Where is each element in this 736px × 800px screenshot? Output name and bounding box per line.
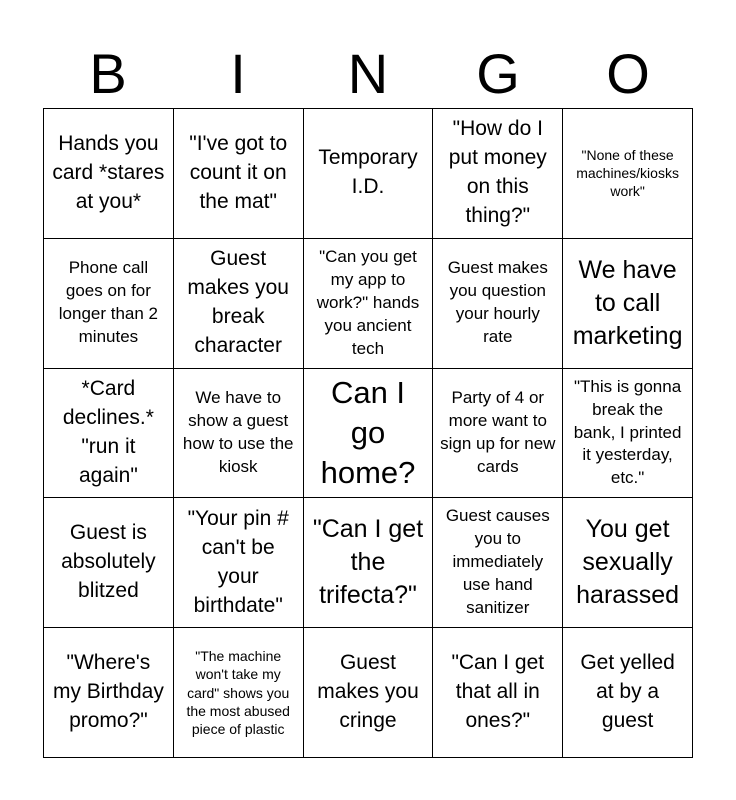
bingo-cell-r2-c4[interactable]: Guest makes you question your hourly rate (433, 239, 563, 369)
bingo-cell-r1-c3[interactable]: Temporary I.D. (304, 109, 434, 239)
header-letter-n: N (347, 42, 389, 105)
bingo-cell-r3-c3-free[interactable]: Can I go home? (304, 369, 434, 499)
header-letter-g: G (476, 42, 520, 105)
bingo-header (43, 40, 693, 108)
bingo-cell-r3-c5[interactable]: "This is gonna break the bank, I printed it yesterday, etc." (563, 369, 693, 499)
header-letter-b: B (89, 42, 127, 105)
bingo-cell-r3-c4[interactable]: Party of 4 or more want to sign up for new cards (433, 369, 563, 499)
header-letter-i: I (230, 42, 246, 105)
bingo-cell-r1-c5[interactable]: "None of these machines/kiosks work" (563, 109, 693, 239)
bingo-cell-r4-c4[interactable]: Guest causes you to immediately use hand sanitizer (433, 498, 563, 628)
bingo-cell-r5-c5[interactable]: Get yelled at by a guest (563, 628, 693, 758)
bingo-cell-r5-c4[interactable]: "Can I get that all in ones?" (433, 628, 563, 758)
bingo-cell-r4-c1[interactable]: Guest is absolutely blitzed (44, 498, 174, 628)
bingo-cell-r5-c2[interactable]: "The machine won't take my card" shows you the most abused piece of plastic (174, 628, 304, 758)
bingo-cell-r4-c2[interactable]: "Your pin # can't be your birthdate" (174, 498, 304, 628)
bingo-cell-r4-c5[interactable]: You get sexually harassed (563, 498, 693, 628)
bingo-cell-r3-c1[interactable]: *Card declines.* "run it again" (44, 369, 174, 499)
bingo-cell-r5-c3[interactable]: Guest makes you cringe (304, 628, 434, 758)
bingo-board (43, 108, 693, 758)
bingo-cell-r2-c5[interactable]: We have to call marketing (563, 239, 693, 369)
bingo-cell-r2-c2[interactable]: Guest makes you break character (174, 239, 304, 369)
bingo-cell-r3-c2[interactable]: We have to show a guest how to use the kiosk (174, 369, 304, 499)
bingo-cell-r2-c3[interactable]: "Can you get my app to work?" hands you ancient tech (304, 239, 434, 369)
bingo-cell-r2-c1[interactable]: Phone call goes on for longer than 2 minutes (44, 239, 174, 369)
bingo-cell-r1-c1[interactable]: Hands you card *stares at you* (44, 109, 174, 239)
bingo-cell-r1-c4[interactable]: "How do I put money on this thing?" (433, 109, 563, 239)
bingo-cell-r4-c3[interactable]: "Can I get the trifecta?" (304, 498, 434, 628)
bingo-cell-r1-c2[interactable]: "I've got to count it on the mat" (174, 109, 304, 239)
bingo-cell-r5-c1[interactable]: "Where's my Birthday promo?" (44, 628, 174, 758)
header-letter-o: O (606, 42, 650, 105)
